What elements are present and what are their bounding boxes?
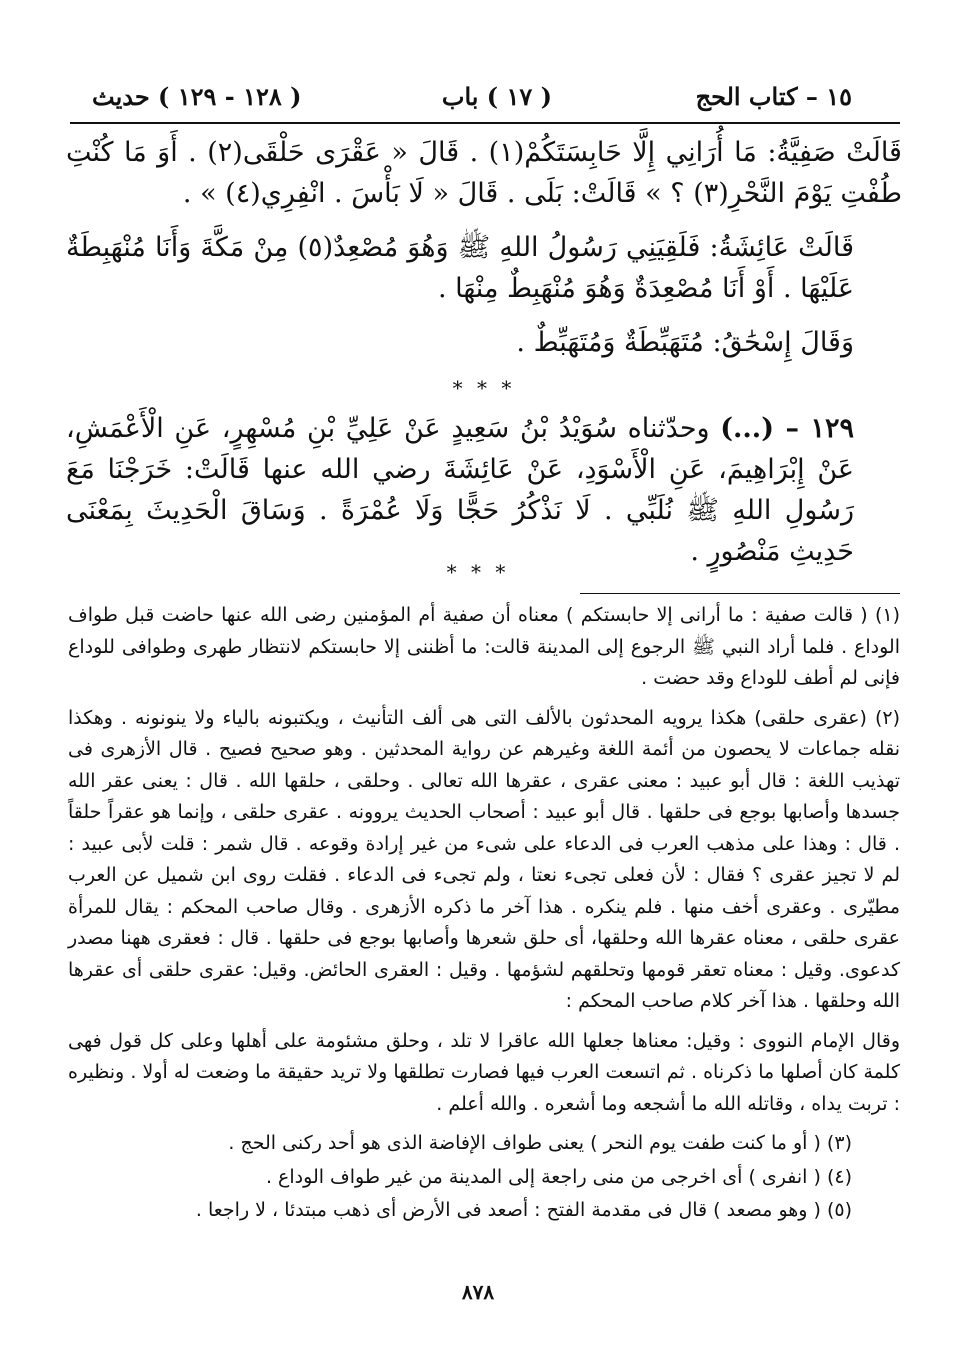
footnote-2: (٢) (عقرى حلقى) هكذا يرويه المحدثون بالألف التى هى ألف التأنيث ، ويكتبونه بالياء ولا ينونونه . وهكذا نقله جماعات لا يحصون من أئمة اللغة وغيرهم عن رواية المحدثين . وهو صحيح فصيح . قال الأزهرى فى تهذيب اللغة : قال أبو عبيد : معنى عقرى ، عقرها الله تعالى . وحلقى ، حلقها الله . قال : يعنى عقر الله جسدها وأصابها بوجع فى حلقها . قال أبو عبيد : أصحاب الحديث يروونه . عقرى حلقى ، وإنما هو عقراً حلقاً . قال : وهذا على مذهب العرب فى الدعاء على شىء من غير إرادة وقوعه . قال شمر : قلت لأبى عبيد : لم لا تجيز عقرى ؟ فقال : لأن فعلى تجىء نعتا ، ولم تجىء فى الدعاء . فقلت روى ابن شميل عن العرب مطيّرى . وعقرى أخف منها . فلم ينكره . هذا آخر ما ذكره الأزهرى . وقال صاحب المحكم : يقال للمرأة عقرى حلقى ، معناه عقرها الله وحلقها، أى حلق شعرها وأصابها بوجع فى حلقها . قال : فعقرى ههنا مصدر كدعوى. وقيل : معناه تعقر قومها وتحلقهم لشؤمها . وقيل : العقرى الحائض. وقيل: عقرى حلقى أى عقرها الله وحلقها . هذا آخر كلام صاحب المحكم : — [68, 706, 900, 1012]
footnote-5: (٥) ( وهو مصعد ) قال فى مقدمة الفتح : أصعد فى الأرض أى ذهب مبتدئا ، لا راجعا . — [195, 1199, 852, 1221]
main-paragraph-safiyya: قَالَتْ صَفِيَّةُ: مَا أُرَانِي إِلَّا حَابِسَتَكُمْ(١) . قَالَ « عَقْرَى حَلْقَى(٢) . أَوَ مَا كُنْتِ طُفْتِ يَوْمَ النَّحْرِ(٣) ؟ » قَالَتْ: بَلَى . قَالَ « لَا بَأْسَ . انْفِرِي(٤) » . — [66, 137, 902, 209]
hadith-number: ١٢٩ – (...) — [720, 413, 854, 444]
header-book-title: ١٥ – كتاب الحج — [695, 82, 852, 111]
main-paragraph-ishaq: وَقَالَ إِسْحَٰقُ: مُتَهَبِّطَةٌ وَمُتَهَبِّطٌ . — [516, 327, 854, 358]
page-number: ٨٧٨ — [461, 1280, 495, 1304]
header-chapter: ( ١٧ ) باب — [441, 82, 552, 111]
section-separator-end: * * * — [446, 560, 510, 584]
main-paragraph-aisha: قَالَتْ عَائِشَةُ: فَلَقِيَنِي رَسُولُ اللهِ ﷺ وَهُوَ مُصْعِدٌ(٥) مِنْ مَكَّةَ وَأَنَا مُنْهَبِطَةٌ عَلَيْهَا . أَوْ أَنَا مُصْعِدَةٌ وَهُوَ مُنْهَبِطٌ مِنْهَا . — [66, 232, 854, 304]
hadith-129 — [66, 408, 902, 572]
hadith-text: وحدّثناه سُوَيْدُ بْنُ سَعِيدٍ عَنْ عَلِيِّ بْنِ مُسْهِرٍ، عَنِ الْأَعْمَشِ، عَنْ إِبْرَاهِيمَ، عَنِ الْأَسْوَدِ، عَنْ عَائِشَةَ رضي الله عنها قَالَتْ: خَرَجْنَا مَعَ رَسُولِ اللهِ ﷺ نُلَبِّي . لَا نَذْكُرُ حَجًّا وَلَا عُمْرَةً . وَسَاقَ الْحَدِيثَ بِمَعْنَى حَدِيثِ مَنْصُورٍ . — [66, 413, 854, 567]
footnote-1: (١) ( قالت صفية : ما أرانى إلا حابستكم ) معناه أن صفية أم المؤمنين رضى الله عنها حاضت قبل طواف الوداع . فلما أراد النبي ﷺ الرجوع إلى المدينة قالت: ما أظننى إلا حابستكم لانتظار طهرى وطوافى للوداع فإنى لم أطف للوداع وقد حضت . — [68, 604, 900, 689]
footnote-4: (٤) ( انفرى ) أى اخرجى من منى راجعة إلى المدينة من غير طواف الوداع . — [265, 1165, 852, 1188]
main-text — [66, 132, 902, 585]
footnotes — [68, 600, 900, 1229]
footnote-3: (٣) ( أو ما كنت طفت يوم النحر ) يعنى طواف الإفاضة الذى هو أحد ركنى الحج . — [228, 1132, 852, 1154]
footnote-2-continued: وقال الإمام النووى : وقيل: معناها جعلها الله عاقرا لا تلد ، وحلق مشئومة على أهلها وعلى كل قول فهى كلمة كان أصلها ما ذكرناه . ثم اتسعت العرب فيها فصارت تطلقها ولا تريد حقيقة ما وضعت له أولا . ونظيره : تربت يداه ، وقاتله الله ما أشجعه وما أشعره . والله أعلم . — [68, 1029, 900, 1115]
section-separator: * * * — [452, 376, 516, 400]
running-header — [92, 78, 852, 118]
header-rule — [70, 122, 900, 124]
footnote-rule — [580, 593, 900, 594]
header-hadith-range: ( ١٢٨ - ١٢٩ ) حديث — [92, 82, 302, 111]
